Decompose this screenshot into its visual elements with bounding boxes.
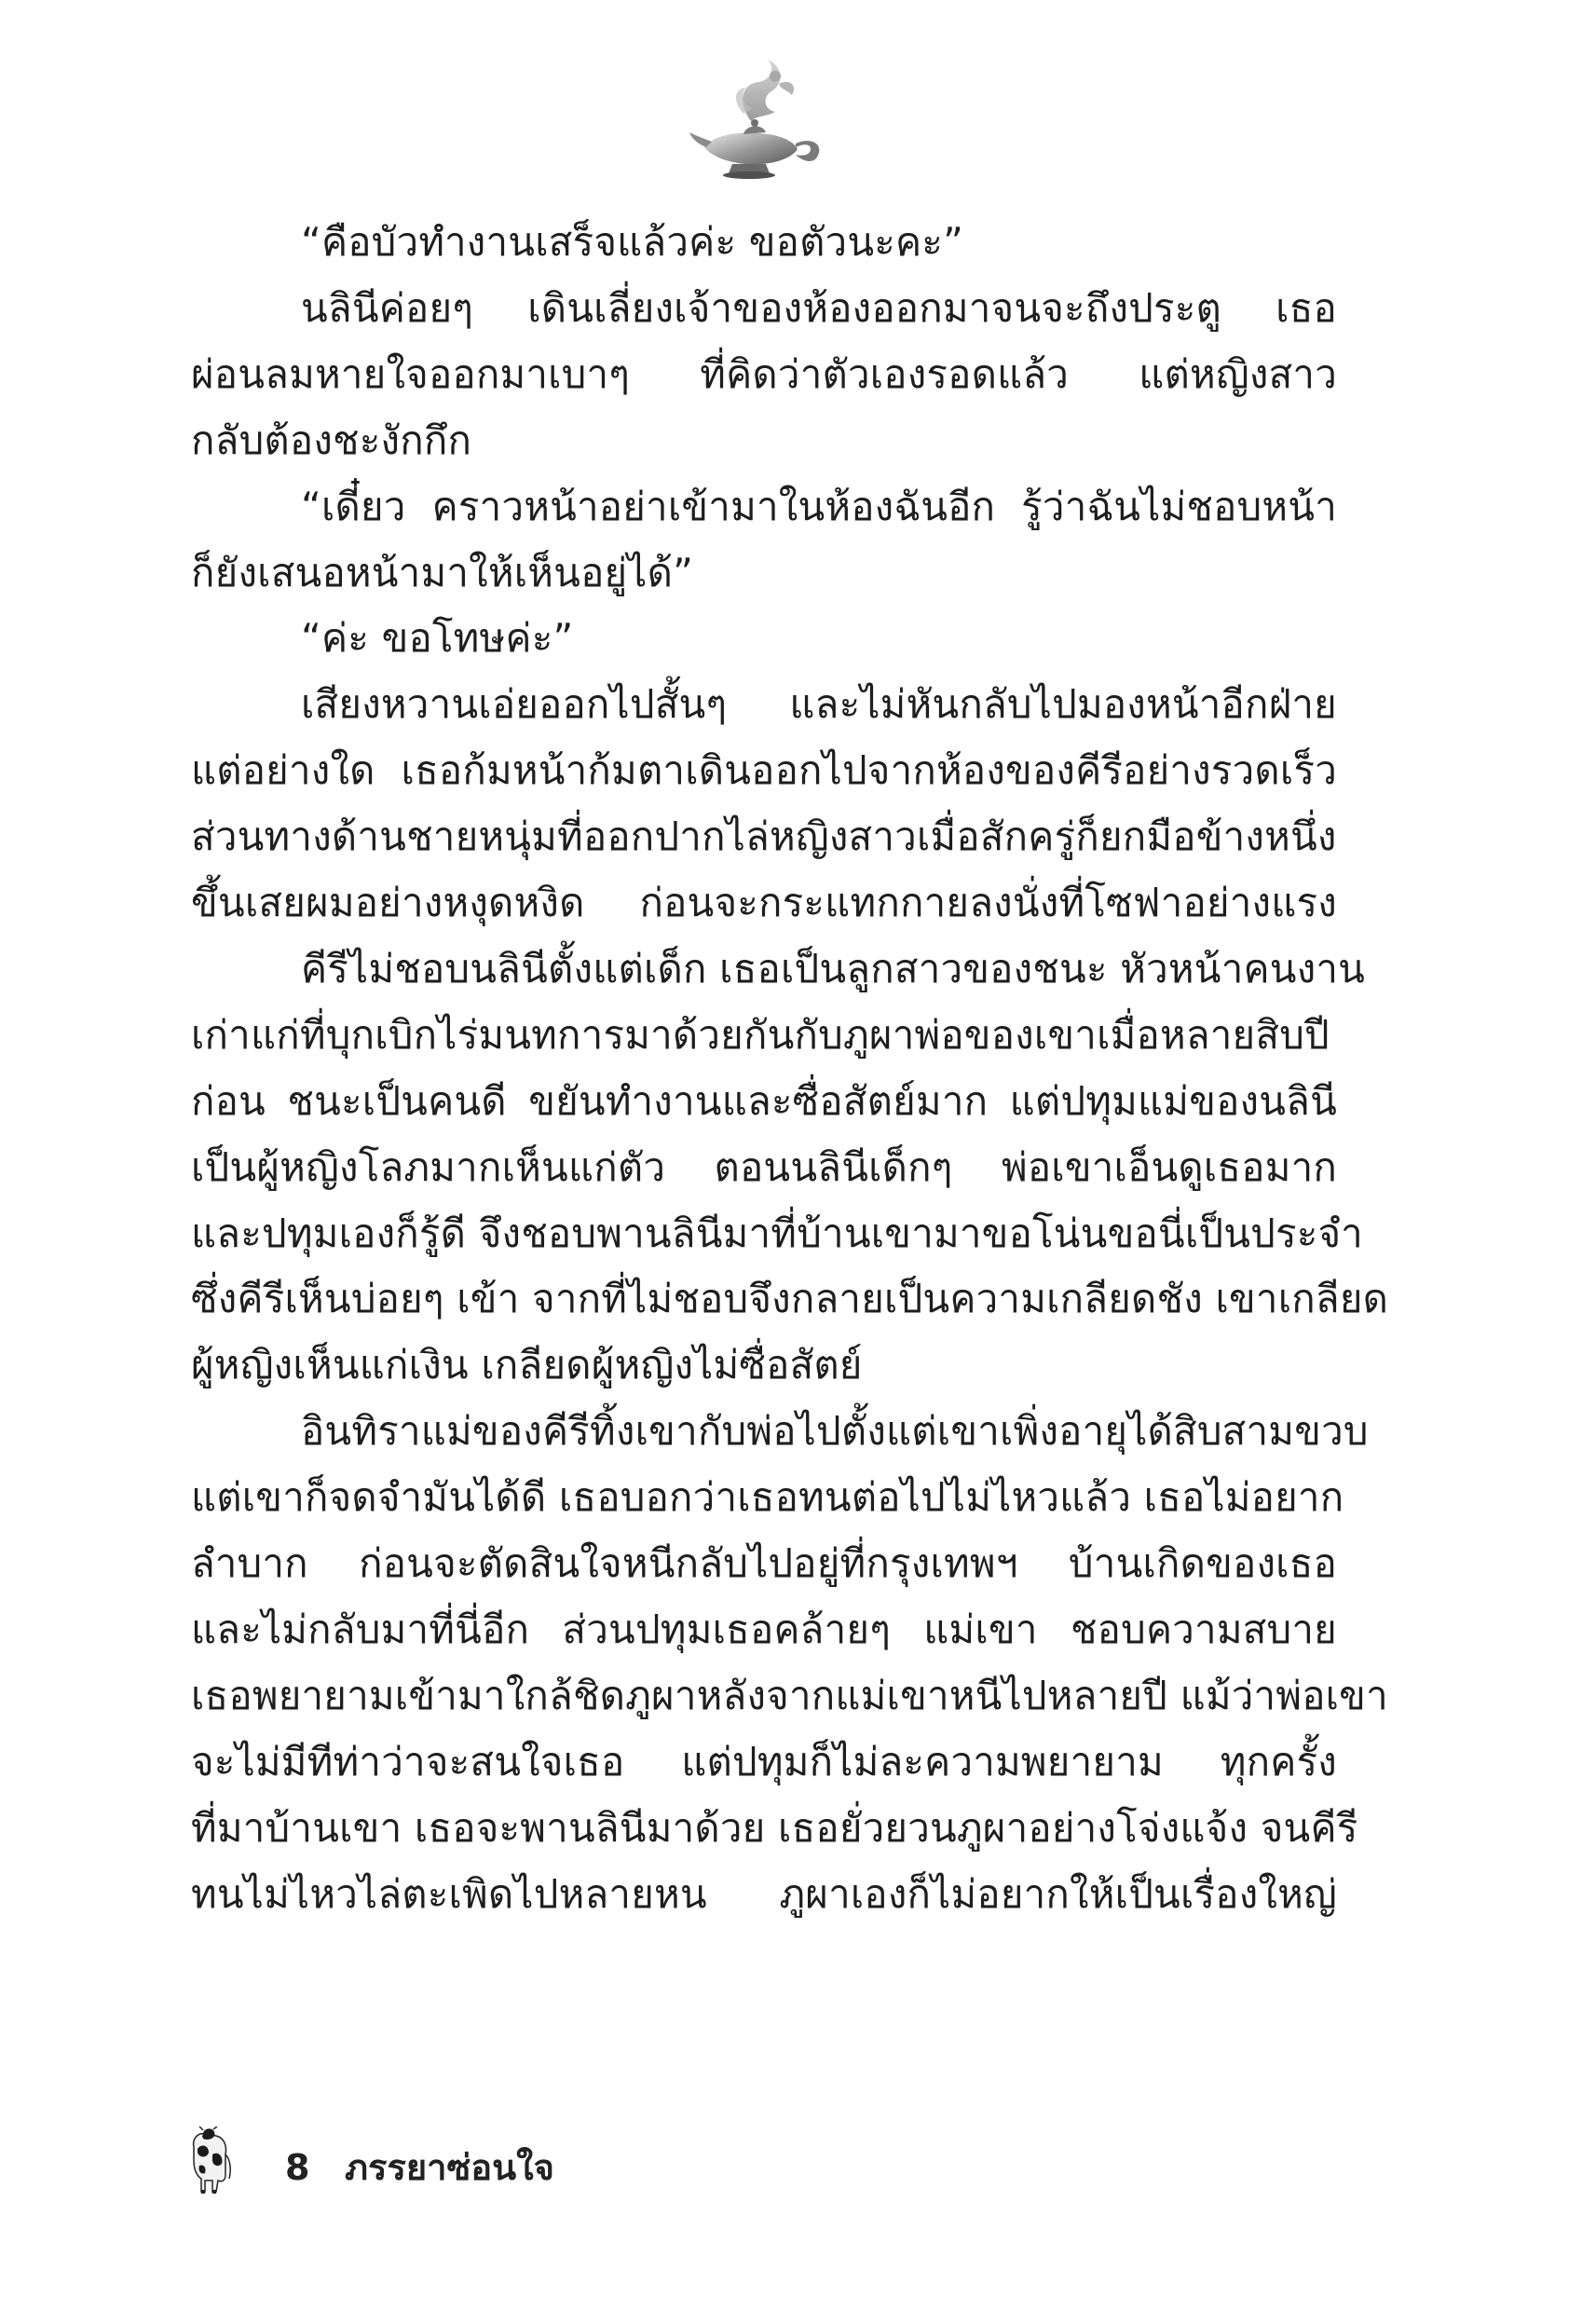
text-line: แต่เขาก็จดจำมันได้ดี เธอบอกว่าเธอทนต่อไปไม่ไหวแล้ว เธอไม่อยาก — [191, 1474, 1344, 1521]
text-line: ส่วนทางด้านชายหนุ่มที่ออกปากไล่หญิงสาวเมื่อสักครู่ก็ยกมือข้างหนึ่ง — [191, 814, 1337, 860]
text-line: อินทิราแม่ของคีรีทิ้งเขากับพ่อไปตั้งแต่เขาเพิ่งอายุได้สิบสามขวบ — [301, 1408, 1369, 1455]
text-line: แต่อย่างใด เธอก้มหน้าก้มตาเดินออกไปจากห้องของคีรีอย่างรวดเร็ว — [191, 747, 1337, 794]
text-line: เป็นผู้หญิงโลภมากเห็นแก่ตัว ตอนนลินีเด็กๆ พ่อเขาเอ็นดูเธอมาก — [191, 1143, 1337, 1190]
text-line: เธอพยายามเข้ามาใกล้ชิดภูผาหลังจากแม่เขาหนีไปหลายปี แม้ว่าพ่อเขา — [191, 1672, 1388, 1718]
text-line: ก็ยังเสนอหน้ามาให้เห็นอยู่ได้” — [191, 549, 694, 595]
cow-icon — [184, 2126, 239, 2201]
text-line: ที่มาบ้านเขา เธอจะพานลินีมาด้วย เธอยั่วยวนภูผาอย่างโจ่งแจ้ง จนคีรี — [191, 1804, 1358, 1851]
text-line: ซึ่งคีรีเห็นบ่อยๆ เข้า จากที่ไม่ชอบจึงกลายเป็นความเกลียดชัง เขาเกลียด — [191, 1276, 1389, 1322]
text-line: เสียงหวานเอ่ยออกไปสั้นๆ และไม่หันกลับไปมองหน้าอีกฝ่าย — [301, 681, 1337, 728]
text-line: “เดี๋ยว คราวหน้าอย่าเข้ามาในห้องฉันอีก รู้ว่าฉันไม่ชอบหน้า — [301, 483, 1337, 529]
text-line: “คือบัวทำงานเสร็จแล้วค่ะ ขอตัวนะคะ” — [301, 219, 964, 265]
text-line: “ค่ะ ขอโทษค่ะ” — [301, 615, 574, 662]
genie-lamp-icon — [686, 56, 835, 186]
text-line: ขึ้นเสยผมอย่างหงุดหงิด ก่อนจะกระแทกกายลงนั่งที่โซฟาอย่างแรง — [191, 880, 1337, 925]
text-line: ทนไม่ไหวไล่ตะเพิดไปหลายหน ภูผาเองก็ไม่อยากให้เป็นเรื่องใหญ่ — [191, 1870, 1337, 1917]
text-line: ลำบาก ก่อนจะตัดสินใจหนีกลับไปอยู่ที่กรุงเทพฯ บ้านเกิดของเธอ — [191, 1540, 1337, 1586]
text-line: นลินีค่อยๆ เดินเลี่ยงเจ้าของห้องออกมาจนจะถึงประตู เธอ — [301, 284, 1337, 331]
text-line: และปทุมเองก็รู้ดี จึงชอบพานลินีมาที่บ้านเขามาขอโน่นขอนี่เป็นประจำ — [191, 1210, 1363, 1256]
body-text — [191, 210, 1389, 2129]
text-line: กลับต้องชะงักกึก — [191, 417, 472, 463]
text-line: ผู้หญิงเห็นแก่เงิน เกลียดผู้หญิงไม่ซื่อสัตย์ — [191, 1342, 863, 1388]
text-line: และไม่กลับมาที่นี่อีก ส่วนปทุมเธอคล้ายๆ แม่เขา ชอบความสบาย — [191, 1606, 1337, 1652]
text-line: ก่อน ชนะเป็นคนดี ขยันทำงานและซื่อสัตย์มาก แต่ปทุมแม่ของนลินี — [191, 1077, 1337, 1124]
text-line: คีรีไม่ชอบนลินีตั้งแต่เด็ก เธอเป็นลูกสาวของชนะ หัวหน้าคนงาน — [301, 945, 1366, 991]
text-line: จะไม่มีทีท่าว่าจะสนใจเธอ แต่ปทุมก็ไม่ละความพยายาม ทุกครั้ง — [191, 1738, 1337, 1785]
text-line: ผ่อนลมหายใจออกมาเบาๆ ที่คิดว่าตัวเองรอดแล้ว แต่หญิงสาว — [191, 350, 1337, 397]
book-title: ภรรยาซ่อนใจ — [345, 2147, 554, 2188]
text-line: เก่าแก่ที่บุกเบิกไร่มนทการมาด้วยกันกับภูผาพ่อของเขาเมื่อหลายสิบปี — [191, 1011, 1330, 1058]
page-number: 8 — [285, 2147, 310, 2188]
page-footer — [184, 2125, 743, 2208]
